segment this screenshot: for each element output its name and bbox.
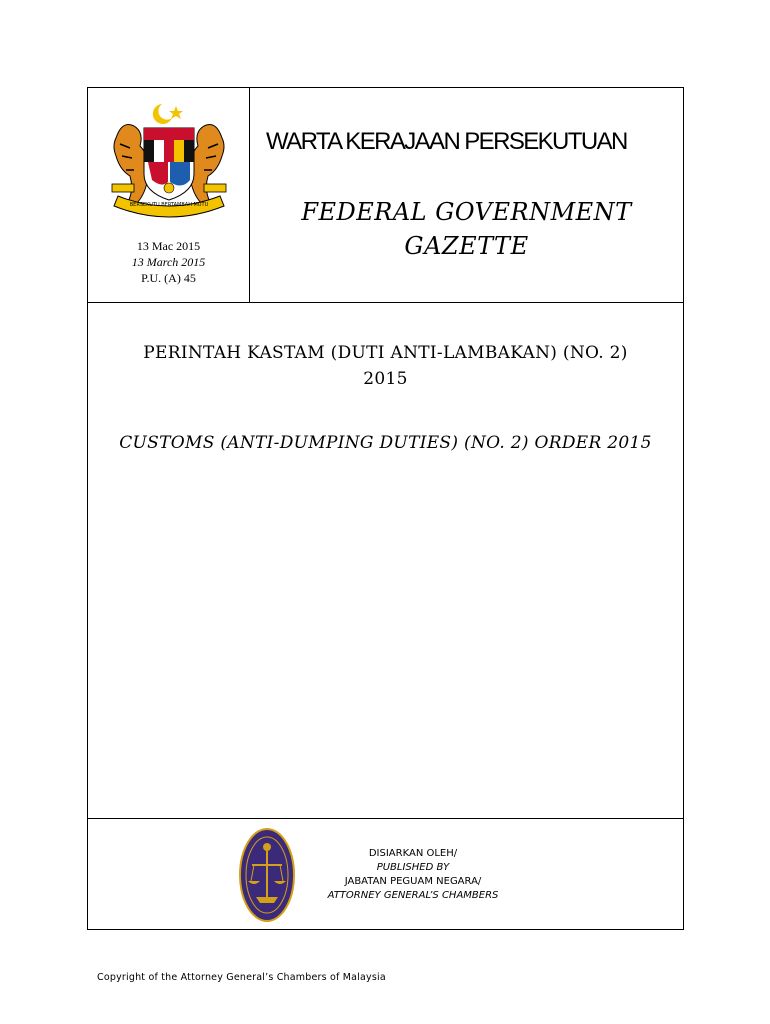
gazette-date-block [88,238,249,286]
order-title-english: CUSTOMS (ANTI-DUMPING DUTIES) (NO. 2) ORDER 2015 [119,433,652,453]
gazette-title-english-line1: FEDERAL GOVERNMENT [301,198,632,226]
coat-of-arms-icon [108,100,230,218]
publisher-name-english: ATTORNEY GENERAL’S CHAMBERS [327,890,499,901]
gazette-title-malay: WARTA KERAJAAN PERSEKUTUAN [266,128,627,155]
publisher-name-malay: JABATAN PEGUAM NEGARA/ [344,876,482,887]
gazette-date-ms: 13 Mac 2015 [136,239,201,253]
publisher-block [303,847,523,903]
header-right-cell [250,88,683,302]
gazette-title-english-line2: GAZETTE [404,232,529,260]
header-left-cell [88,88,250,302]
copyright-notice: Copyright of the Attorney General’s Chambers of Malaysia [97,972,386,983]
svg-text:BERSEKUTU BERTAMBAH MUTU: BERSEKUTU BERTAMBAH MUTU [129,202,209,208]
publisher-footer [88,818,683,930]
agc-emblem-icon [238,827,296,923]
order-title-malay-line1: PERINTAH KASTAM (DUTI ANTI-LAMBAKAN) (NO. 2) [143,343,628,363]
gazette-header [88,88,683,303]
gazette-cover-frame [87,87,684,930]
gazette-reference: P.U. (A) 45 [141,271,196,285]
gazette-title-english [250,195,683,263]
published-by-english: PUBLISHED BY [376,862,450,873]
gazette-date-en: 13 March 2015 [131,255,206,269]
order-title-malay-line2: 2015 [363,369,408,389]
published-by-malay: DISIARKAN OLEH/ [368,848,458,859]
order-title-malay [88,340,683,392]
